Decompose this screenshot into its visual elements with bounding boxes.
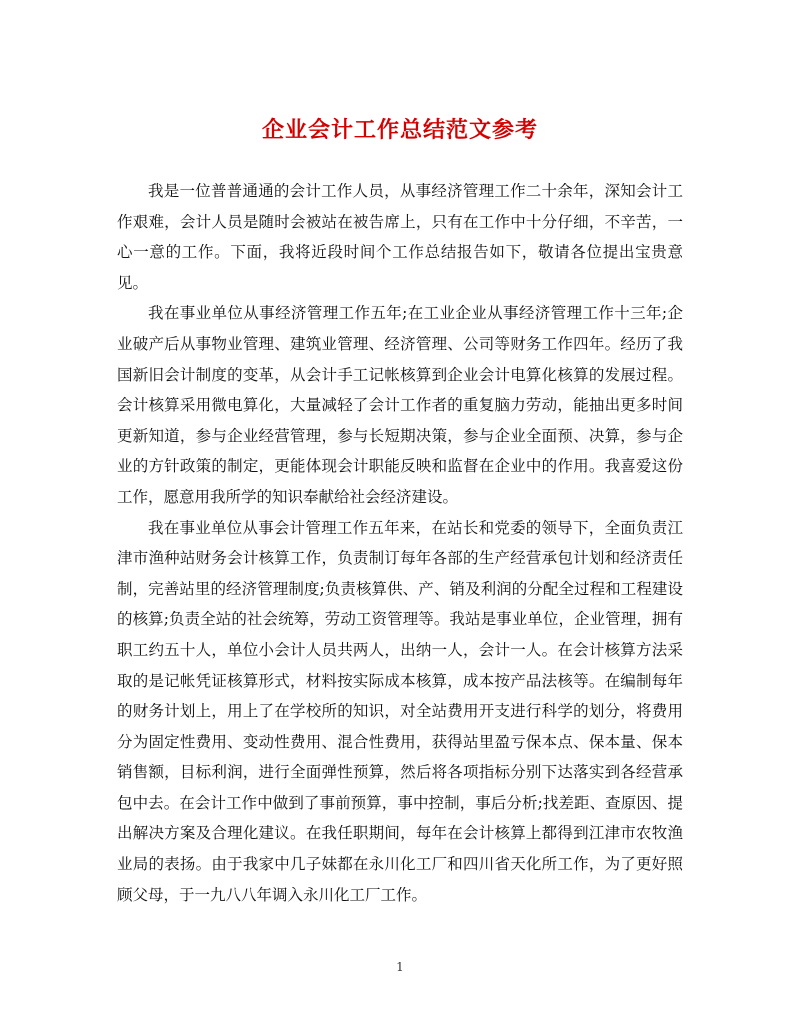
document-title: 企业会计工作总结范文参考 — [261, 117, 538, 143]
paragraph-3: 我在事业单位从事会计管理工作五年来，在站长和党委的领导下，全面负责江津市渔种站财务会计核算工作，负责制订每年各部的生产经营承包计划和经济责任制，完善站里的经济管理制度;负责核算供、产、销及利润的分配全过程和工程建设的核算;负责全站的社会统筹，劳动工资管理等。我站是事业单位，企业管理，拥有职工约五十人，单位小会计人员共两人，出纳一人，会计一人。在会计核算方法采取的是记帐凭证核算形式，材料按实际成本核算，成本按产品法核等。在编制每年的财务计划上，用上了在学校所的知识，对全站费用开支进行科学的划分，将费用分为固定性费用、变动性费用、混合性费用，获得站里盈亏保本点、保本量、保本销售额，目标利润，进行全面弹性预算，然后将各项指标分别下达落实到各经营承包中去。在会计工作中做到了事前预算，事中控制，事后分析;找差距、查原因、提出解决方案及合理化建议。在我任职期间，每年在会计核算上都得到江津市农牧渔业局的表扬。由于我家中几子妹都在永川化工厂和四川省天化所工作，为了更好照顾父母，于一九八八年调入永川化工厂工作。 — [117, 518, 683, 904]
page-number: 1 — [396, 960, 404, 974]
document-body — [117, 176, 683, 910]
paragraph-2: 我在事业单位从事经济管理工作五年;在工业企业从事经济管理工作十三年;企业破产后从事物业管理、建筑业管理、经济管理、公司等财务工作四年。经历了我国新旧会计制度的变革，从会计手工记帐核算到企业会计电算化核算的发展过程。会计核算采用微电算化，大量减轻了会计工作者的重复脑力劳动，能抽出更多时间更新知道，参与企业经营管理，参与长短期决策，参与企业全面预、决算，参与企业的方针政策的制定，更能体现会计职能反映和监督在企业中的作用。我喜爱这份工作，愿意用我所学的知识奉献给社会经济建设。 — [117, 304, 683, 506]
paragraph-1: 我是一位普普通通的会计工作人员，从事经济管理工作二十余年，深知会计工作艰难，会计人员是随时会被站在被告席上，只有在工作中十分仔细，不辛苦，一心一意的工作。下面，我将近段时间个工作总结报告如下，敬请各位提出宝贵意见。 — [117, 182, 683, 292]
